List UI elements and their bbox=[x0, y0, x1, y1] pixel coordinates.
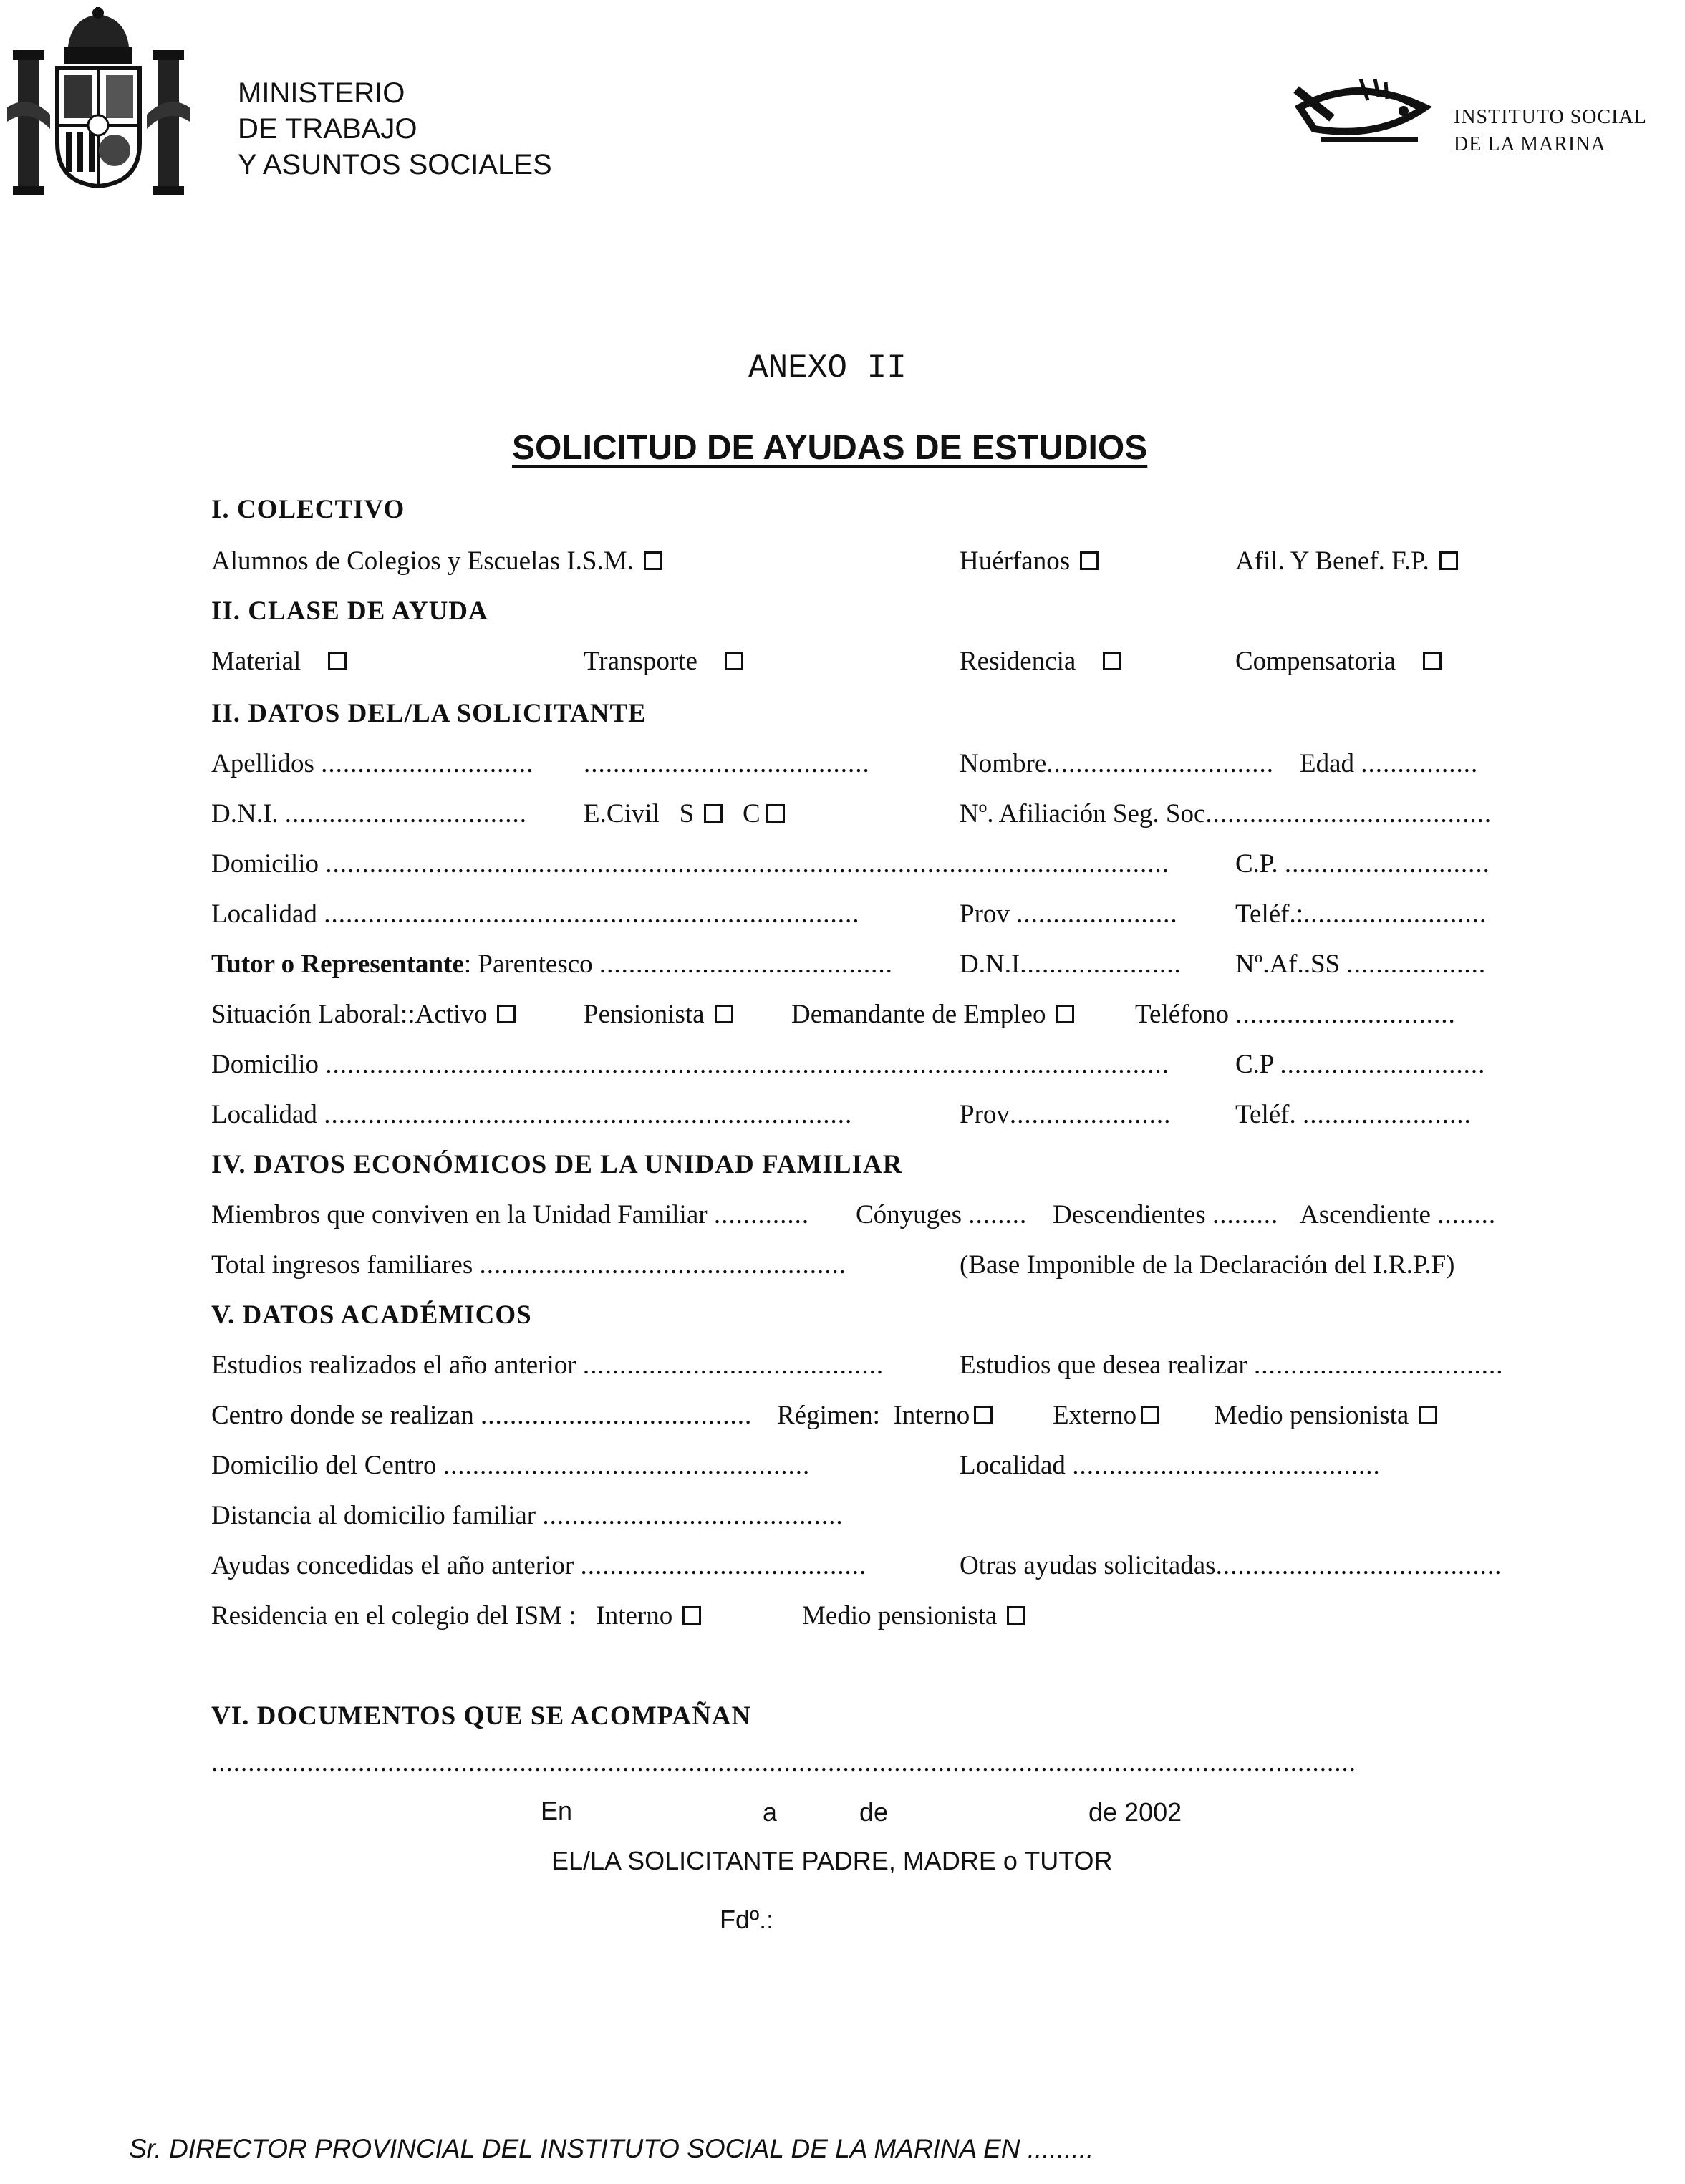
guardian-phone2-field[interactable]: Teléf. ....................... bbox=[1235, 1100, 1472, 1129]
regime-boarder-label: Interno bbox=[893, 1401, 970, 1430]
aid-material-label: Material bbox=[211, 647, 301, 676]
employment-jobseeker-label: Demandante de Empleo bbox=[791, 1000, 1046, 1029]
phone-label: Teléf.: bbox=[1235, 899, 1303, 929]
guardian-postcode-field[interactable]: C.P ............................ bbox=[1235, 1050, 1486, 1079]
section-applicant-heading: II. DATOS DEL/LA SOLICITANTE bbox=[211, 699, 647, 728]
guardian-locality-field[interactable]: Localidad ........................................................................ bbox=[211, 1100, 853, 1129]
guardian-dni-label: D.N.I bbox=[960, 950, 1020, 979]
ministry-line-3: Y ASUNTOS SOCIALES bbox=[238, 149, 552, 180]
section-aid-type-heading: II. CLASE DE AYUDA bbox=[211, 596, 488, 626]
postcode-field[interactable]: C.P. ............................ bbox=[1235, 849, 1490, 879]
ministry-line-1: MINISTERIO bbox=[238, 77, 405, 109]
guardian-phone2-label: Teléf. bbox=[1235, 1100, 1296, 1129]
checkbox-single[interactable] bbox=[704, 804, 723, 823]
aid-transport-label: Transporte bbox=[584, 647, 697, 676]
school-field[interactable]: Centro donde se realizan ..................................... bbox=[211, 1401, 753, 1430]
previous-studies-field[interactable]: Estudios realizados el año anterior ......................................... bbox=[211, 1350, 884, 1380]
guardian-phone-field[interactable]: Teléfono .............................. bbox=[1135, 1000, 1456, 1029]
collective-opt-fp-label: Afil. Y Benef. F.P. bbox=[1235, 546, 1429, 576]
spouses-field[interactable]: Cónyuges ........ bbox=[856, 1200, 1028, 1229]
relationship-label: : Parentesco bbox=[463, 950, 593, 979]
checkbox-transport[interactable] bbox=[725, 652, 743, 670]
civil-single-label: S bbox=[679, 799, 695, 828]
prior-aid-field[interactable]: Ayudas concedidas el año anterior ....................................... bbox=[211, 1551, 867, 1580]
ascendants-label: Ascendiente bbox=[1300, 1200, 1431, 1229]
guardian-ss-label: Nº.Af..SS bbox=[1235, 950, 1341, 979]
civil-status-label: E.Civil bbox=[584, 799, 660, 828]
guardian-address-label: Domicilio bbox=[211, 1050, 319, 1079]
other-aid-label: Otras ayudas solicitadas bbox=[960, 1551, 1216, 1580]
household-members-label: Miembros que conviven en la Unidad Familiar bbox=[211, 1200, 708, 1229]
checkbox-ism-half-board[interactable] bbox=[1007, 1606, 1025, 1625]
checkbox-material[interactable] bbox=[328, 652, 347, 670]
regime-external-label: Externo bbox=[1053, 1401, 1137, 1430]
guardian-province-label: Prov bbox=[960, 1100, 1010, 1129]
checkbox-ism[interactable] bbox=[644, 551, 662, 570]
documents-field[interactable]: ............................................................................................................................................................ bbox=[211, 1748, 1356, 1777]
ministry-name bbox=[238, 75, 552, 183]
province-field[interactable]: Prov ...................... bbox=[960, 899, 1178, 929]
guardian-phone-label: Teléfono bbox=[1135, 1000, 1229, 1029]
aid-compensatory[interactable] bbox=[1235, 646, 1442, 677]
section-economic-heading: IV. DATOS ECONÓMICOS DE LA UNIDAD FAMILIAR bbox=[211, 1150, 903, 1179]
aid-transport[interactable] bbox=[584, 646, 743, 677]
aid-residence-label: Residencia bbox=[960, 647, 1076, 676]
sign-place-label: En bbox=[541, 1796, 573, 1825]
dni-field[interactable]: D.N.I. ................................. bbox=[211, 799, 528, 828]
ism-residence-label: Residencia en el colegio del ISM : bbox=[211, 1601, 576, 1630]
checkbox-married[interactable] bbox=[766, 804, 785, 823]
school-address-label: Domicilio del Centro bbox=[211, 1451, 437, 1480]
employment-pensioner[interactable] bbox=[584, 999, 733, 1030]
checkbox-pensioner[interactable] bbox=[715, 1005, 733, 1023]
regime-half-board[interactable] bbox=[1214, 1400, 1437, 1431]
collective-opt-orphans[interactable] bbox=[960, 546, 1099, 576]
spouses-label: Cónyuges bbox=[856, 1200, 962, 1229]
checkbox-regime-half-board[interactable] bbox=[1419, 1406, 1437, 1424]
checkbox-compensatory[interactable] bbox=[1423, 652, 1442, 670]
section-academic-heading: V. DATOS ACADÉMICOS bbox=[211, 1300, 532, 1330]
collective-opt-fp[interactable] bbox=[1235, 546, 1458, 576]
guardian-ss-field[interactable]: Nº.Af..SS ................... bbox=[1235, 950, 1487, 979]
prior-aid-label: Ayudas concedidas el año anterior bbox=[211, 1551, 574, 1580]
employment-jobseeker[interactable] bbox=[791, 999, 1074, 1030]
regime-label: Régimen: bbox=[777, 1401, 880, 1430]
address-field[interactable]: Domicilio ................................................................................................................... bbox=[211, 849, 1170, 879]
regime-external[interactable] bbox=[1053, 1400, 1159, 1431]
age-label: Edad bbox=[1300, 749, 1355, 778]
surname-label: Apellidos bbox=[211, 749, 314, 778]
civil-status bbox=[584, 798, 785, 829]
sign-fdo: Fdº.: bbox=[720, 1905, 774, 1934]
employment-active-label: Situación Laboral::Activo bbox=[211, 1000, 488, 1029]
collective-opt-orphans-label: Huérfanos bbox=[960, 546, 1071, 576]
collective-opt-ism-label: Alumnos de Colegios y Escuelas I.S.M. bbox=[211, 546, 634, 576]
guardian-postcode-label: C.P bbox=[1235, 1050, 1274, 1079]
other-aid-field[interactable]: Otras ayudas solicitadas....................................... bbox=[960, 1551, 1502, 1580]
regime-options bbox=[777, 1400, 993, 1431]
descendants-label: Descendientes bbox=[1053, 1200, 1206, 1229]
desired-studies-label: Estudios que desea realizar bbox=[960, 1350, 1247, 1380]
surname-field[interactable]: Apellidos ............................. bbox=[211, 749, 534, 778]
social-security-label: Nº. Afiliación Seg. Soc bbox=[960, 799, 1206, 828]
school-label: Centro donde se realizan bbox=[211, 1401, 474, 1430]
school-address-field[interactable]: Domicilio del Centro .................................................. bbox=[211, 1451, 811, 1480]
ascendants-field[interactable]: Ascendiente ........ bbox=[1300, 1200, 1497, 1229]
locality-field[interactable]: Localidad ......................................................................... bbox=[211, 899, 860, 929]
checkbox-residence[interactable] bbox=[1103, 652, 1121, 670]
ministry-line-2: DE TRABAJO bbox=[238, 113, 417, 145]
total-income-field[interactable]: Total ingresos familiares .................................................. bbox=[211, 1250, 846, 1280]
employment-status bbox=[211, 999, 516, 1030]
age-field[interactable]: Edad ................ bbox=[1300, 749, 1479, 778]
checkbox-orphans[interactable] bbox=[1080, 551, 1099, 570]
total-income-label: Total ingresos familiares bbox=[211, 1250, 473, 1280]
guardian-field[interactable]: Tutor o Representante: Parentesco ........................................ bbox=[211, 950, 893, 979]
dni-label: D.N.I. bbox=[211, 799, 279, 828]
collective-opt-ism[interactable] bbox=[211, 546, 662, 576]
ism-fish-logo bbox=[1293, 79, 1439, 150]
desired-studies-field[interactable]: Estudios que desea realizar .................................. bbox=[960, 1350, 1504, 1380]
locality-label: Localidad bbox=[211, 899, 317, 929]
guardian-label: Tutor o Representante bbox=[211, 950, 464, 979]
footer-addressee: Sr. DIRECTOR PROVINCIAL DEL INSTITUTO SOCIAL DE LA MARINA EN ......... bbox=[129, 2134, 1094, 2163]
aid-compensatory-label: Compensatoria bbox=[1235, 647, 1396, 676]
descendants-field[interactable]: Descendientes ......... bbox=[1053, 1200, 1279, 1229]
checkbox-fp[interactable] bbox=[1439, 551, 1458, 570]
name-label: Nombre bbox=[960, 749, 1047, 778]
postcode-label: C.P. bbox=[1235, 849, 1278, 879]
phone-field[interactable]: Teléf.:......................... bbox=[1235, 899, 1487, 929]
guardian-province-field[interactable]: Prov...................... bbox=[960, 1100, 1172, 1129]
checkbox-jobseeker[interactable] bbox=[1056, 1005, 1074, 1023]
section-collective-heading: I. COLECTIVO bbox=[211, 495, 405, 524]
name-field[interactable]: Nombre............................... bbox=[960, 749, 1274, 778]
distance-label: Distancia al domicilio familiar bbox=[211, 1501, 536, 1530]
address-label: Domicilio bbox=[211, 849, 319, 879]
previous-studies-label: Estudios realizados el año anterior bbox=[211, 1350, 576, 1380]
aid-residence[interactable] bbox=[960, 646, 1121, 677]
employment-pensioner-label: Pensionista bbox=[584, 1000, 705, 1029]
checkbox-regime-boarder[interactable] bbox=[974, 1406, 993, 1424]
social-security-field[interactable]: Nº. Afiliación Seg. Soc....................................... bbox=[960, 799, 1492, 828]
guardian-address-field[interactable]: Domicilio ................................................................................................................... bbox=[211, 1050, 1170, 1079]
annex-label: ANEXO II bbox=[748, 349, 907, 387]
regime-half-board-label: Medio pensionista bbox=[1214, 1401, 1409, 1430]
guardian-dni-field[interactable]: D.N.I...................... bbox=[960, 950, 1182, 979]
ism-residence-half-board-label: Medio pensionista bbox=[802, 1601, 998, 1630]
province-label: Prov bbox=[960, 899, 1010, 929]
form-title: SOLICITUD DE AYUDAS DE ESTUDIOS bbox=[512, 429, 1148, 467]
institute-line-2: DE LA MARINA bbox=[1454, 133, 1606, 155]
institute-line-1: INSTITUTO SOCIAL bbox=[1454, 106, 1647, 128]
sign-year-label: de 2002 bbox=[1088, 1797, 1182, 1827]
ism-residence bbox=[211, 1600, 701, 1631]
ism-residence-half-board[interactable] bbox=[802, 1600, 1025, 1631]
section-documents-heading: VI. DOCUMENTOS QUE SE ACOMPAÑAN bbox=[211, 1701, 752, 1731]
tax-base-note: (Base Imponible de la Declaración del I.R.P.F) bbox=[960, 1250, 1455, 1280]
aid-material[interactable] bbox=[211, 646, 347, 677]
guardian-locality-label: Localidad bbox=[211, 1100, 317, 1129]
checkbox-regime-external[interactable] bbox=[1141, 1406, 1159, 1424]
checkbox-active[interactable] bbox=[497, 1005, 516, 1023]
institute-name bbox=[1454, 104, 1647, 158]
second-surname-field[interactable]: ....................................... bbox=[584, 749, 870, 778]
civil-married-label: C bbox=[742, 799, 761, 828]
distance-field[interactable]: Distancia al domicilio familiar ......................................... bbox=[211, 1501, 844, 1530]
sign-month-label: de bbox=[859, 1797, 889, 1827]
coat-of-arms-emblem bbox=[7, 7, 190, 197]
ism-residence-boarder-label: Interno bbox=[596, 1601, 673, 1630]
sign-day-label: a bbox=[763, 1797, 778, 1827]
sign-role: EL/LA SOLICITANTE PADRE, MADRE o TUTOR bbox=[551, 1846, 1113, 1875]
checkbox-ism-boarder[interactable] bbox=[682, 1606, 701, 1625]
school-locality-label: Localidad bbox=[960, 1451, 1066, 1480]
school-locality-field[interactable]: Localidad .......................................... bbox=[960, 1451, 1381, 1480]
household-members-field[interactable]: Miembros que conviven en la Unidad Familiar ............. bbox=[211, 1200, 810, 1229]
